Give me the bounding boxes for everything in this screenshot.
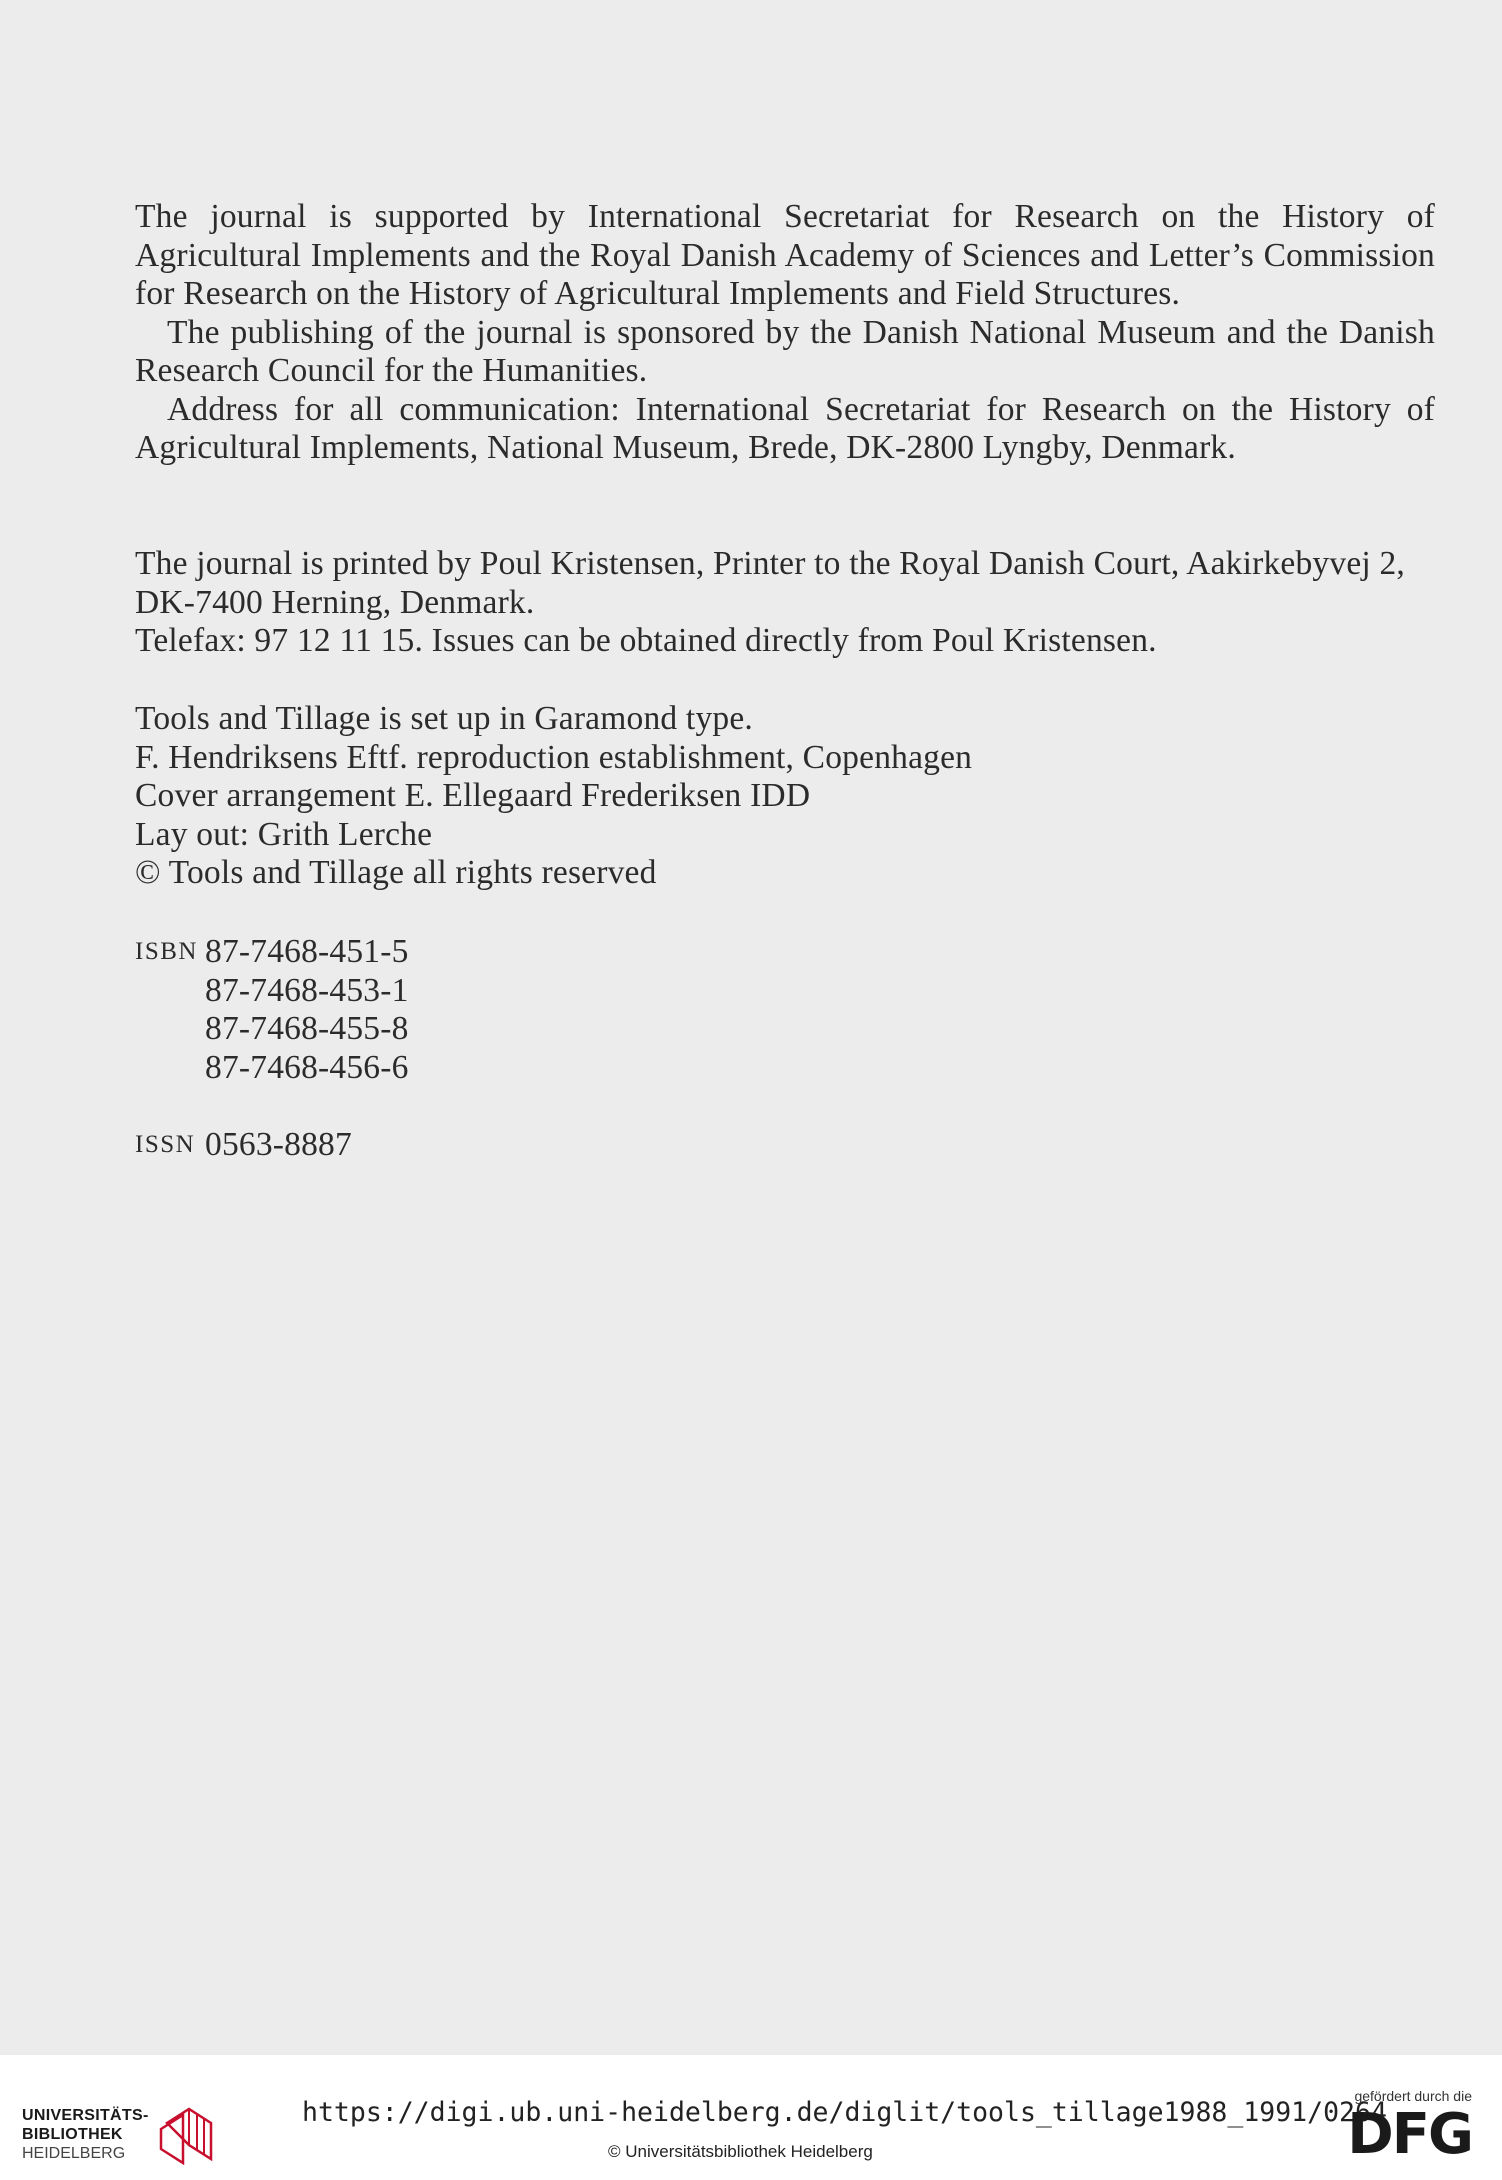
isbn-list (205, 933, 409, 1087)
funding-caption: gefördert durch die (1354, 2088, 1472, 2104)
isbn-number: 87-7468-453-1 (205, 971, 409, 1009)
support-section (135, 198, 1435, 468)
printer-section (135, 545, 1435, 661)
credit-line: F. Hendriksens Eftf. reproduction establishment, Copenhagen (135, 738, 973, 776)
credit-line: Cover arrangement E. Ellegaard Frederiksen IDD (135, 777, 811, 814)
issn-label: ISSN (135, 1131, 196, 1158)
library-name-line-1: UNIVERSITÄTS- (22, 2106, 149, 2124)
isbn-number: 87-7468-451-5 (205, 933, 409, 970)
support-paragraph-1: The journal is supported by International Secretariat for Research on the History of Agricultural Implements and the Royal Danish Academy of Sciences and Letter’s Commission for Research on the History of Agricultural Implements and Field Structures. (135, 198, 1435, 312)
permalink-url[interactable]: https://digi.ub.uni-heidelberg.de/diglit/tools_tillage1988_1991/0264 (302, 2097, 1387, 2128)
library-logo[interactable] (22, 2103, 217, 2165)
credit-line: Tools and Tillage is set up in Garamond type. (135, 700, 753, 737)
issn-number: 0563-8887 (205, 1126, 352, 1163)
copyright-line: © Tools and Tillage all rights reserved (135, 854, 657, 891)
credits-section (135, 700, 1435, 893)
dfg-logo[interactable] (1347, 2088, 1472, 2167)
library-name-line-3: HEIDELBERG (22, 2144, 126, 2162)
library-emblem-icon (159, 2103, 217, 2165)
library-name-line-2: BIBLIOTHEK (22, 2125, 123, 2143)
credit-line: Lay out: Grith Lerche (135, 815, 433, 853)
printer-line-2: DK-7400 Herning, Denmark. (135, 583, 535, 621)
printer-line-3: Telefax: 97 12 11 15. Issues can be obtained directly from Poul Kristensen. (135, 622, 1157, 659)
issn-section (135, 1126, 1435, 1165)
address-paragraph: Address for all communication: International Secretariat for Research on the History of Agricultural Implements, National Museum, Brede, DK-2800 Lyngby, Denmark. (135, 390, 1435, 466)
isbn-number: 87-7468-456-6 (205, 1048, 409, 1086)
printer-line-1: The journal is printed by Poul Kristensen, Printer to the Royal Danish Court, Aakirkebyvej 2, (135, 545, 1406, 582)
isbn-number: 87-7468-455-8 (205, 1010, 409, 1047)
footer-copyright: © Universitätsbibliothek Heidelberg (608, 2142, 873, 2161)
dfg-wordmark: DFG (1347, 2102, 1472, 2167)
isbn-label: ISBN (135, 938, 198, 965)
isbn-section (135, 933, 1435, 1087)
support-paragraph-2: The publishing of the journal is sponsored by the Danish National Museum and the Danish Research Council for the Humanities. (135, 313, 1435, 389)
